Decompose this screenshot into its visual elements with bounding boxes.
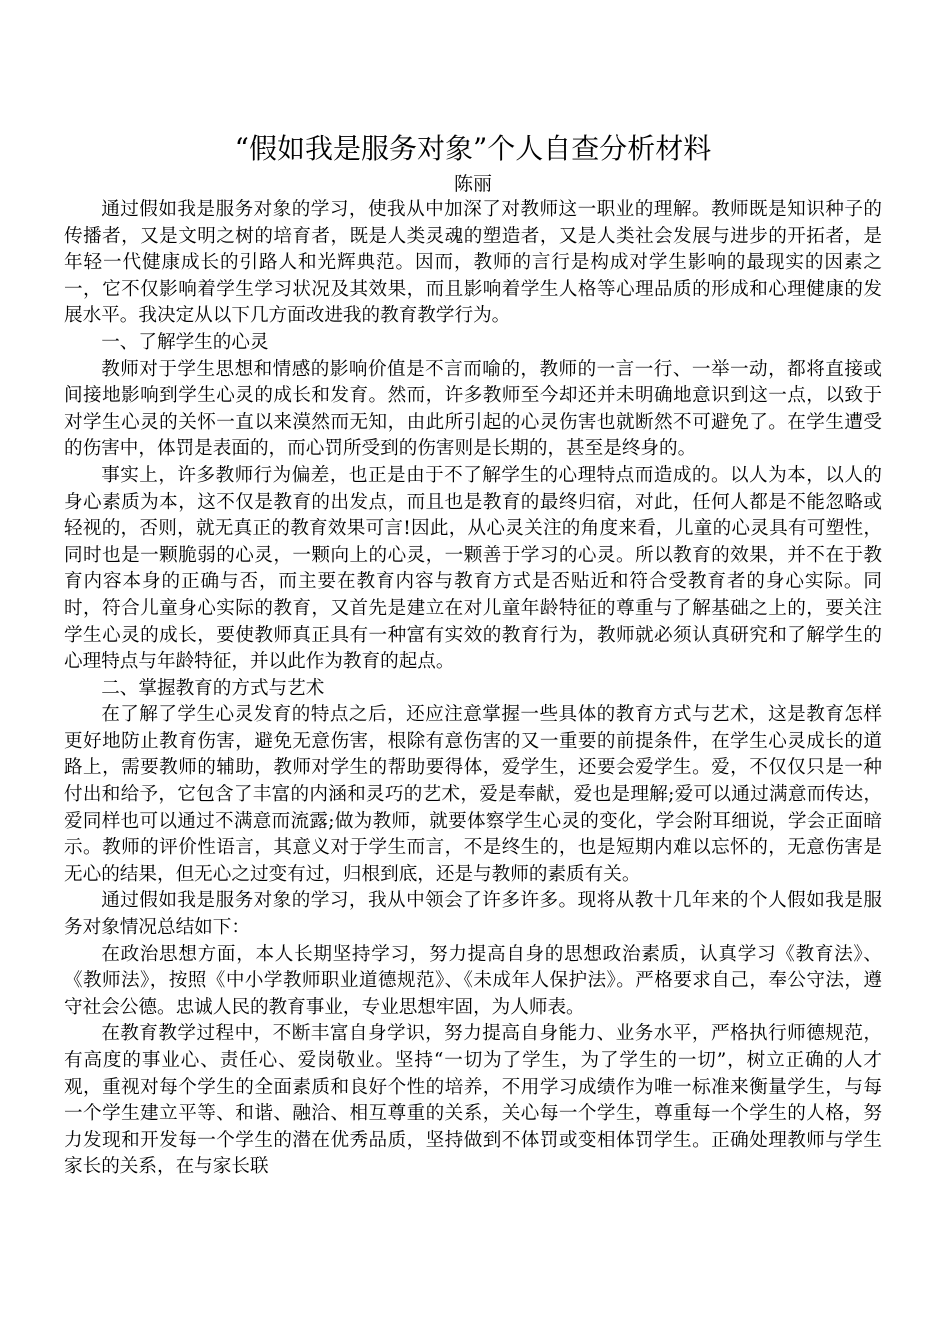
body-paragraph: 通过假如我是服务对象的学习，使我从中加深了对教师这一职业的理解。教师既是知识种子的传播者，又是文明之树的培育者，既是人类灵魂的塑造者，又是人类社会发展与进步的开拓者，是年轻一代健康成长的引路人和光辉典范。因而，教师的言行是构成对学生影响的最现实的因素之一，它不仅影响着学生学习状况及其效果，而且影响着学生人格等心理品质的形成和心理健康的发展水平。我决定从以下几方面改进我的教育教学行为。 <box>64 199 882 327</box>
body-paragraph: 在了解了学生心灵发育的特点之后，还应注意掌握一些具体的教育方式与艺术，这是教育怎样更好地防止教育伤害，避免无意伤害，根除有意伤害的又一重要的前提条件，在学生心灵成长的道路上，需要教师的辅助，教师对学生的帮助要得体，爱学生，还要会爱学生。爱，不仅仅只是一种付出和给予，它包含了丰富的内涵和灵巧的艺术，爱是奉献，爱也是理解;爱可以通过满意而传达，爱同样也可以通过不满意而流露;做为教师，就要体察学生心灵的变化，学会附耳细说，学会正面暗示。教师的评价性语言，其意义对于学生而言，不是终生的，也是短期内难以忘怀的，无意伤害是无心的结果，但无心之过变有过，归根到底，还是与教师的素质有关。 <box>64 704 882 885</box>
body-paragraph: 在教育教学过程中，不断丰富自身学识，努力提高自身能力、业务水平，严格执行师德规范，有高度的事业心、责任心、爱岗敬业。坚持“一切为了学生，为了学生的一切”，树立正确的人才观，重视对每个学生的全面素质和良好个性的培养，不用学习成绩作为唯一标准来衡量学生，与每一个学生建立平等、和谐、融洽、相互尊重的关系，关心每一个学生，尊重每一个学生的人格，努力发现和开发每一个学生的潜在优秀品质，坚持做到不体罚或变相体罚学生。正确处理教师与学生家长的关系，在与家长联 <box>64 1023 882 1178</box>
document-title: “假如我是服务对象”个人自查分析材料 <box>234 132 712 165</box>
document-author: 陈丽 <box>453 173 492 195</box>
body-paragraph: 通过假如我是服务对象的学习，我从中领会了许多许多。现将从教十几年来的个人假如我是服务对象情况总结如下： <box>64 890 882 939</box>
body-paragraph: 在政治思想方面，本人长期坚持学习，努力提高自身的思想政治素质，认真学习《教育法》、《教师法》，按照《中小学教师职业道德规范》、《未成年人保护法》。严格要求自己，奉公守法，遵守社会公德。忠诚人民的教育事业，专业思想牢固，为人师表。 <box>64 943 882 1018</box>
section-heading: 一、了解学生的心灵 <box>101 331 269 353</box>
document-page <box>64 127 882 1181</box>
document-body <box>64 197 882 1181</box>
body-paragraph: 事实上，许多教师行为偏差，也正是由于不了解学生的心理特点而造成的。以人为本，以人的身心素质为本，这不仅是教育的出发点，而且也是教育的最终归宿，对此，任何人都是不能忽略或轻视的，否则，就无真正的教育效果可言!因此，从心灵关注的角度来看，儿童的心灵具有可塑性，同时也是一颗脆弱的心灵，一颗向上的心灵，一颗善于学习的心灵。所以教育的效果，并不在于教育内容本身的正确与否，而主要在教育内容与教育方式是否贴近和符合受教育者的身心实际。同时，符合儿童身心实际的教育，又首先是建立在对儿童年龄特征的尊重与了解基础之上的，要关注学生心灵的成长，要使教师真正具有一种富有实效的教育行为，教师就必须认真研究和了解学生的心理特点与年龄特征，并以此作为教育的起点。 <box>64 464 882 673</box>
body-paragraph: 教师对于学生思想和情感的影响价值是不言而喻的，教师的一言一行、一举一动，都将直接或间接地影响到学生心灵的成长和发育。然而，许多教师至今却还并未明确地意识到这一点，以致于对学生心灵的关怀一直以来漠然而无知，由此所引起的心灵伤害也就断然不可避免了。在学生遭受的伤害中，体罚是表面的，而心罚所受到的伤害则是长期的，甚至是终身的。 <box>64 358 882 460</box>
section-heading: 二、掌握教育的方式与艺术 <box>101 677 325 699</box>
